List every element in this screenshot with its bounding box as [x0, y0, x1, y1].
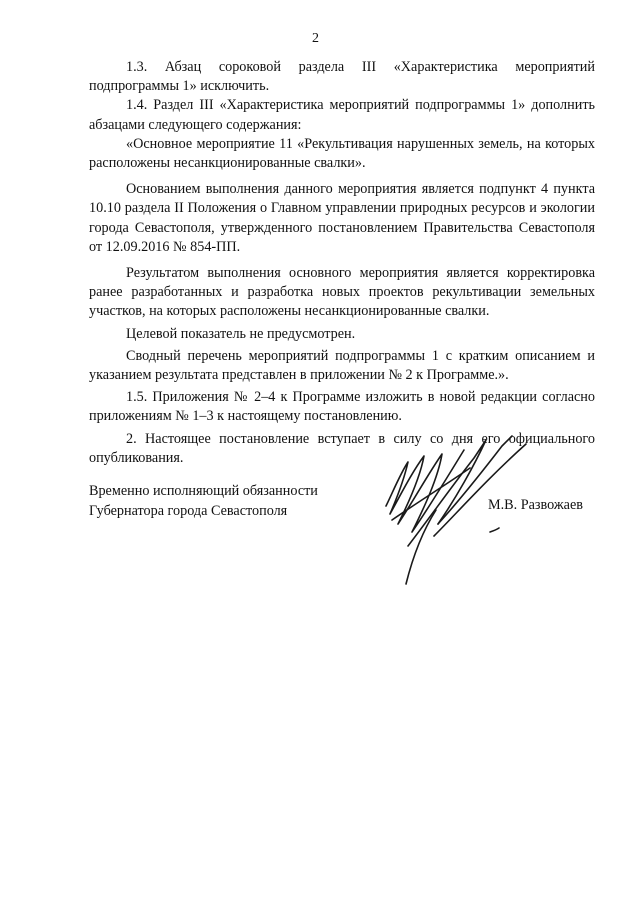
paragraph-summary-list: Сводный перечень мероприятий подпрограммы 1 с кратким описанием и указанием результата представлен в приложении № 2 к Программе.».	[89, 347, 595, 384]
paragraph-2: 2. Настоящее постановление вступает в силу со дня его официального опубликования.	[89, 430, 595, 466]
signatory-name: М.В. Развожаев	[488, 497, 583, 513]
paragraph-1-4: 1.4. Раздел III «Характеристика мероприятий подпрограммы 1» дополнить абзацами следующего содержания:	[89, 97, 595, 133]
paragraph-main-activity: «Основное мероприятие 11 «Рекультивация нарушенных земель, на которых расположены несанкционированные свалки».	[89, 135, 595, 172]
paragraph-target-indicator: Целевой показатель не предусмотрен.	[126, 325, 356, 342]
paragraph-1-5: 1.5. Приложения № 2–4 к Программе изложить в новой редакции согласно приложениям № 1–3 к настоящему постановлению.	[89, 389, 595, 425]
document-body	[89, 58, 595, 468]
signatory-position	[89, 482, 359, 521]
signatory-position-line-2: Губернатора города Севастополя	[89, 502, 288, 519]
paragraph-result: Результатом выполнения основного мероприятия является корректировка ранее разработанных и разработка новых проектов рекультивации земельных участков, на которых расположены несанкционированные свалки.	[89, 265, 595, 320]
paragraph-1-3: 1.3. Абзац сороковой раздела III «Характеристика мероприятий подпрограммы 1» исключить.	[89, 59, 595, 95]
paragraph-basis: Основанием выполнения данного мероприятия является подпункт 4 пункта 10.10 раздела II Положения о Главном управлении природных ресурсов и экологии города Севастополя, утвержденного постановлением Правительства Севастополя от 12.09.2016 № 854-ПП.	[89, 181, 595, 255]
signatory-position-line-1: Временно исполняющий обязанности	[89, 483, 318, 499]
page-number: 2	[312, 31, 319, 46]
